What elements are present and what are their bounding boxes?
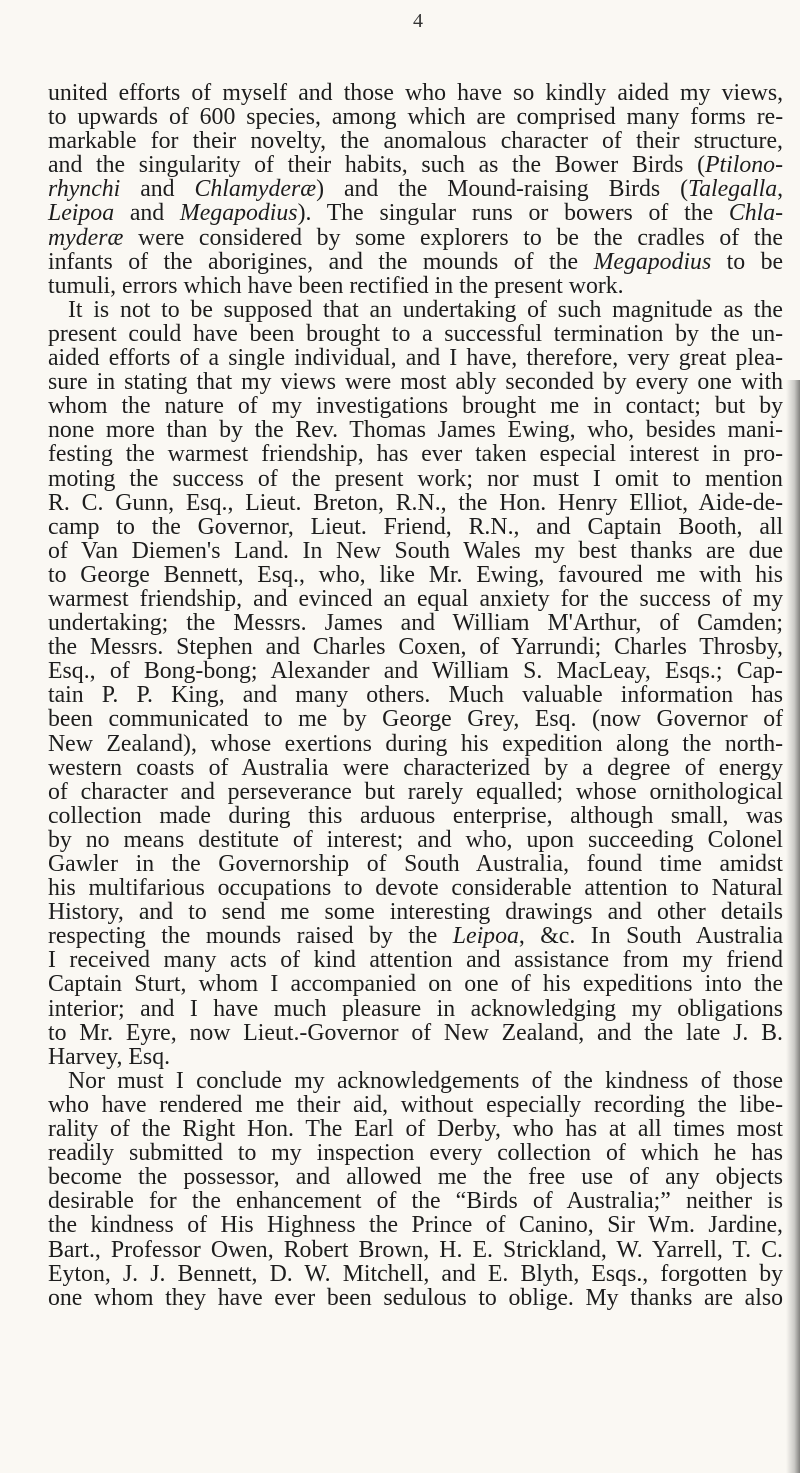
text-line: rhynchi and Chlamyderæ) and the Mound-raising Birds (Talegalla, bbox=[48, 176, 784, 203]
text-line: festing the warmest friendship, has ever taken especial interest in pro- bbox=[48, 441, 784, 468]
text-line: of Van Diemen's Land. In New South Wales my best thanks are due bbox=[48, 537, 784, 564]
text-line: aided efforts of a single individual, and I have, therefore, very great plea- bbox=[48, 345, 784, 372]
text-line: whom the nature of my investigations brought me in contact; but by bbox=[48, 393, 783, 420]
text-line: Leipoa and Megapodius). The singular runs or bowers of the Chla- bbox=[48, 200, 784, 227]
text-line: Esq., of Bong-bong; Alexander and William S. MacLeay, Esqs.; Cap- bbox=[48, 658, 783, 685]
text-line: rality of the Right Hon. The Earl of Derby, who has at all times most bbox=[48, 1116, 783, 1143]
text-line: sure in stating that my views were most ably seconded by every one with bbox=[48, 369, 784, 396]
text-line: of character and perseverance but rarely equalled; whose ornithological bbox=[48, 778, 783, 805]
text-line: by no means destitute of interest; and who, upon succeeding Colonel bbox=[48, 826, 784, 853]
text-line: infants of the aborigines, and the mounds of the Megapodius to be bbox=[48, 248, 784, 275]
text-line: present could have been brought to a successful termination by the un- bbox=[48, 320, 784, 347]
text-line: undertaking; the Messrs. James and William M'Arthur, of Camden; bbox=[48, 610, 784, 637]
text-line: New Zealand), whose exertions during his expedition along the north- bbox=[48, 730, 784, 757]
text-line: Bart., Professor Owen, Robert Brown, H. E. Strickland, W. Yarrell, T. C. bbox=[48, 1236, 784, 1263]
text-line: It is not to be supposed that an undertaking of such magnitude as the bbox=[68, 296, 783, 323]
text-line: to Mr. Eyre, now Lieut.-Governor of New Zealand, and the late J. B. bbox=[48, 1019, 783, 1046]
text-line: the kindness of His Highness the Prince of Canino, Sir Wm. Jardine, bbox=[48, 1212, 784, 1239]
text-line: become the possessor, and allowed me the free use of any objects bbox=[48, 1164, 784, 1191]
page-number: 4 bbox=[413, 10, 423, 32]
text-line: tain P. P. King, and many others. Much valuable information has bbox=[48, 682, 783, 709]
text-line: History, and to send me some interesting drawings and other details bbox=[48, 899, 784, 926]
text-line: one whom they have ever been sedulous to oblige. My thanks are also bbox=[48, 1284, 783, 1311]
text-line: myderæ were considered by some explorers to be the cradles of the bbox=[48, 224, 783, 251]
text-line: none more than by the Rev. Thomas James Ewing, who, besides mani- bbox=[48, 417, 784, 444]
text-line: desirable for the enhancement of the “Birds of Australia;” neither is bbox=[48, 1188, 783, 1215]
text-line: moting the success of the present work; nor must I omit to mention bbox=[48, 465, 783, 492]
text-line: Eyton, J. J. Bennett, D. W. Mitchell, and E. Blyth, Esqs., forgotten by bbox=[48, 1260, 784, 1287]
text-line: Gawler in the Governorship of South Australia, found time amidst bbox=[48, 851, 783, 877]
text-line: western coasts of Australia were characterized by a degree of energy bbox=[48, 754, 784, 781]
text-line: markable for their novelty, the anomalous character of their structure, bbox=[48, 128, 783, 155]
text-line: camp to the Governor, Lieut. Friend, R.N., and Captain Booth, all bbox=[48, 513, 784, 540]
text-line: tumuli, errors which have been rectified in the present work. bbox=[48, 272, 624, 299]
page-edge-shadow bbox=[786, 380, 800, 1473]
text-line: who have rendered me their aid, without especially recording the libe- bbox=[48, 1091, 784, 1118]
text-line: his multifarious occupations to devote considerable attention to Natural bbox=[48, 875, 784, 902]
text-line: united efforts of myself and those who have so kindly aided my views, bbox=[48, 80, 784, 106]
text-line: readily submitted to my inspection every collection of which he has bbox=[48, 1140, 783, 1167]
text-line: respecting the mounds raised by the Leipoa, &c. In South Australia bbox=[48, 923, 784, 950]
text-line: to George Bennett, Esq., who, like Mr. Ewing, favoured me with his bbox=[48, 561, 783, 588]
text-line: to upwards of 600 species, among which are comprised many forms re- bbox=[48, 104, 784, 131]
text-line: R. C. Gunn, Esq., Lieut. Breton, R.N., the Hon. Henry Elliot, Aide-de- bbox=[48, 489, 784, 516]
text-line: collection made during this arduous enterprise, although small, was bbox=[48, 802, 783, 829]
text-line: warmest friendship, and evinced an equal anxiety for the success of my bbox=[48, 585, 784, 612]
body-text bbox=[48, 81, 783, 1310]
text-line: and the singularity of their habits, such as the Bower Birds (Ptilono- bbox=[48, 152, 784, 179]
text-line: I received many acts of kind attention and assistance from my friend bbox=[48, 947, 784, 974]
text-line: Captain Sturt, whom I accompanied on one of his expeditions into the bbox=[48, 971, 784, 998]
text-line: Harvey, Esq. bbox=[48, 1043, 171, 1070]
text-line: interior; and I have much pleasure in acknowledging my obligations bbox=[48, 995, 784, 1022]
text-line: been communicated to me by George Grey, Esq. (now Governor of bbox=[48, 706, 784, 733]
text-line: the Messrs. Stephen and Charles Coxen, of Yarrundi; Charles Throsby, bbox=[48, 634, 783, 661]
text-line: Nor must I conclude my acknowledgements of the kindness of those bbox=[68, 1067, 784, 1094]
